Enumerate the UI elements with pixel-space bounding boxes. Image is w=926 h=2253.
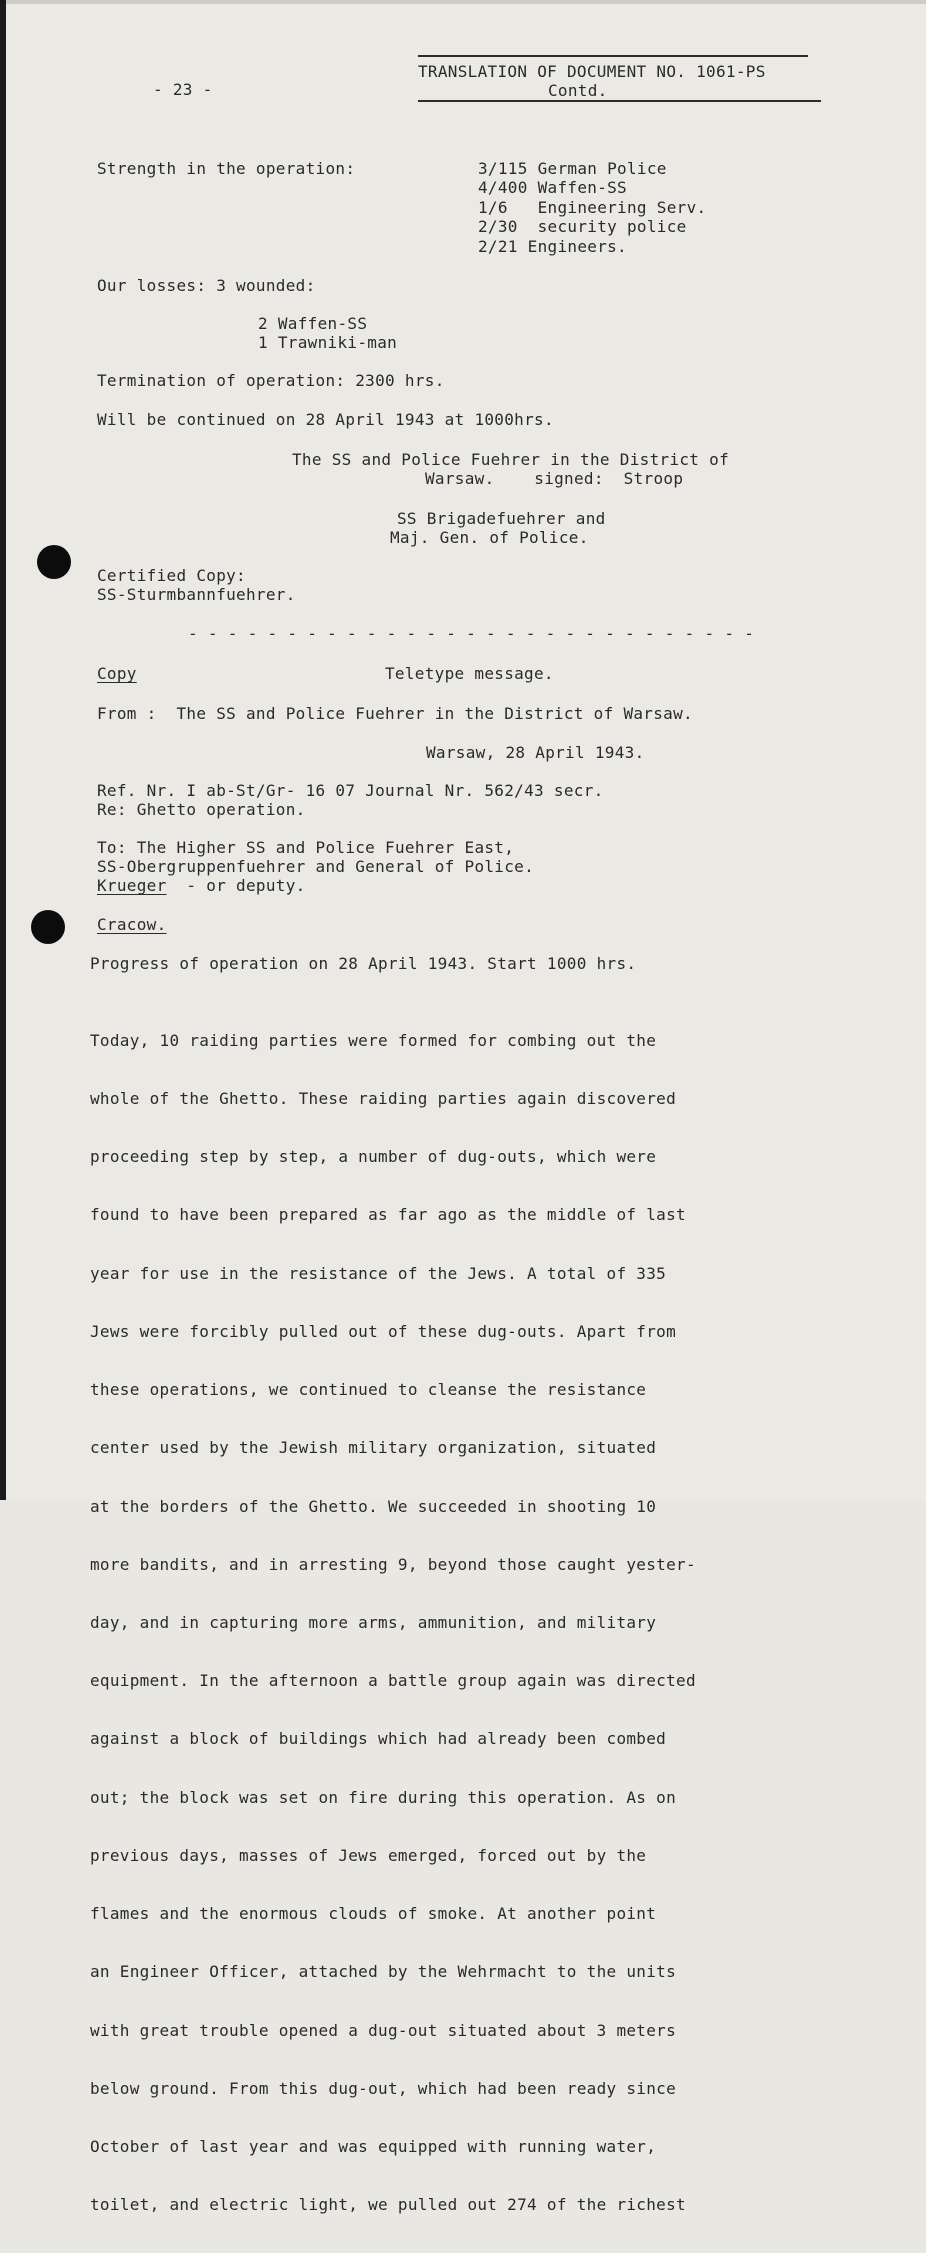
body-line: equipment. In the afternoon a battle group again was directed <box>90 1671 696 1691</box>
punch-hole-top <box>37 545 71 579</box>
body-line: toilet, and electric light, we pulled out 274 of the richest <box>90 2195 686 2215</box>
losses-label: Our losses: 3 wounded: <box>97 276 316 295</box>
header-rule-top <box>418 55 808 57</box>
body-line: these operations, we continued to cleanse the resistance <box>90 1380 647 1400</box>
termination-line: Termination of operation: 2300 hrs. <box>97 371 445 390</box>
body-line: proceeding step by step, a number of dug-outs, which were <box>90 1147 657 1167</box>
strength-unit: 1/6 Engineering Serv. <box>478 198 707 217</box>
recipient-line-3 <box>97 876 306 895</box>
body-line: previous days, masses of Jews emerged, forced out by the <box>90 1845 647 1865</box>
strength-unit: 4/400 Waffen-SS <box>478 178 627 197</box>
document-reference: TRANSLATION OF DOCUMENT NO. 1061-PS <box>418 62 766 81</box>
page-top-edge <box>0 0 926 4</box>
strength-unit: 3/115 German Police <box>478 159 667 178</box>
certified-signer: SS-Sturmbannfuehrer. <box>97 585 296 604</box>
recipient-deputy: - or deputy. <box>166 876 306 895</box>
recipient-city: Cracow. <box>97 915 167 934</box>
body-line: center used by the Jewish military organization, situated <box>90 1438 657 1458</box>
body-line: Jews were forcibly pulled out of these dug-outs. Apart from <box>90 1321 677 1341</box>
loss-item: 2 Waffen-SS <box>258 314 368 333</box>
body-line: below ground. From this dug-out, which had been ready since <box>90 2078 677 2098</box>
body-line: found to have been prepared as far ago as the middle of last <box>90 1205 686 1225</box>
header-rule-bottom <box>418 100 821 102</box>
recipient-line-2: SS-Obergruppenfuehrer and General of Police. <box>97 857 535 876</box>
from-line: From : The SS and Police Fuehrer in the District of Warsaw. <box>97 704 693 723</box>
report-body <box>90 992 810 2253</box>
strength-unit: 2/21 Engineers. <box>478 237 627 256</box>
continued-label: Contd. <box>548 81 608 100</box>
subject-line: Re: Ghetto operation. <box>97 800 306 819</box>
page-left-edge <box>0 0 6 1500</box>
reference-line: Ref. Nr. I ab-St/Gr- 16 07 Journal Nr. 562/43 secr. <box>97 781 604 800</box>
body-line: day, and in capturing more arms, ammunition, and military <box>90 1613 657 1632</box>
body-line: with great trouble opened a dug-out situated about 3 meters <box>90 2020 677 2040</box>
page-number: - 23 - <box>153 80 213 99</box>
signature-line-2: Warsaw. signed: Stroop <box>425 469 684 488</box>
loss-item: 1 Trawniki-man <box>258 333 398 352</box>
strength-unit: 2/30 security police <box>478 217 687 236</box>
certified-copy-label: Certified Copy: <box>97 566 246 585</box>
body-line: against a block of buildings which had already been combed <box>90 1729 667 1749</box>
continuation-line: Will be continued on 28 April 1943 at 1000hrs. <box>97 410 554 429</box>
punch-hole-bottom <box>31 910 65 944</box>
body-line: an Engineer Officer, attached by the Wehrmacht to the units <box>90 1962 677 1982</box>
body-line: Today, 10 raiding parties were formed for combing out the <box>90 1030 657 1050</box>
body-line: year for use in the resistance of the Jews. A total of 335 <box>90 1263 667 1283</box>
rank-line-1: SS Brigadefuehrer and <box>397 509 606 528</box>
section-separator: - - - - - - - - - - - - - - - - - - - - - - - - - - - - - <box>188 624 755 643</box>
recipient-name: Krueger <box>97 876 167 895</box>
strength-label: Strength in the operation: <box>97 159 356 178</box>
teletype-title: Teletype message. <box>385 664 554 683</box>
progress-line: Progress of operation on 28 April 1943. Start 1000 hrs. <box>90 954 637 973</box>
body-line: more bandits, and in arresting 9, beyond those caught yester- <box>90 1554 696 1574</box>
body-line: out; the block was set on fire during this operation. As on <box>90 1787 677 1807</box>
body-line: October of last year and was equipped with running water, <box>90 2136 657 2156</box>
body-line: whole of the Ghetto. These raiding parties again discovered <box>90 1089 677 1109</box>
copy-label: Copy <box>97 664 137 683</box>
recipient-line-1: To: The Higher SS and Police Fuehrer East, <box>97 838 515 857</box>
signature-line-1: The SS and Police Fuehrer in the District of <box>292 450 730 469</box>
body-line: at the borders of the Ghetto. We succeeded in shooting 10 <box>90 1496 657 1516</box>
body-line: flames and the enormous clouds of smoke. At another point <box>90 1904 657 1924</box>
place-date: Warsaw, 28 April 1943. <box>426 743 645 762</box>
rank-line-2: Maj. Gen. of Police. <box>390 528 589 547</box>
